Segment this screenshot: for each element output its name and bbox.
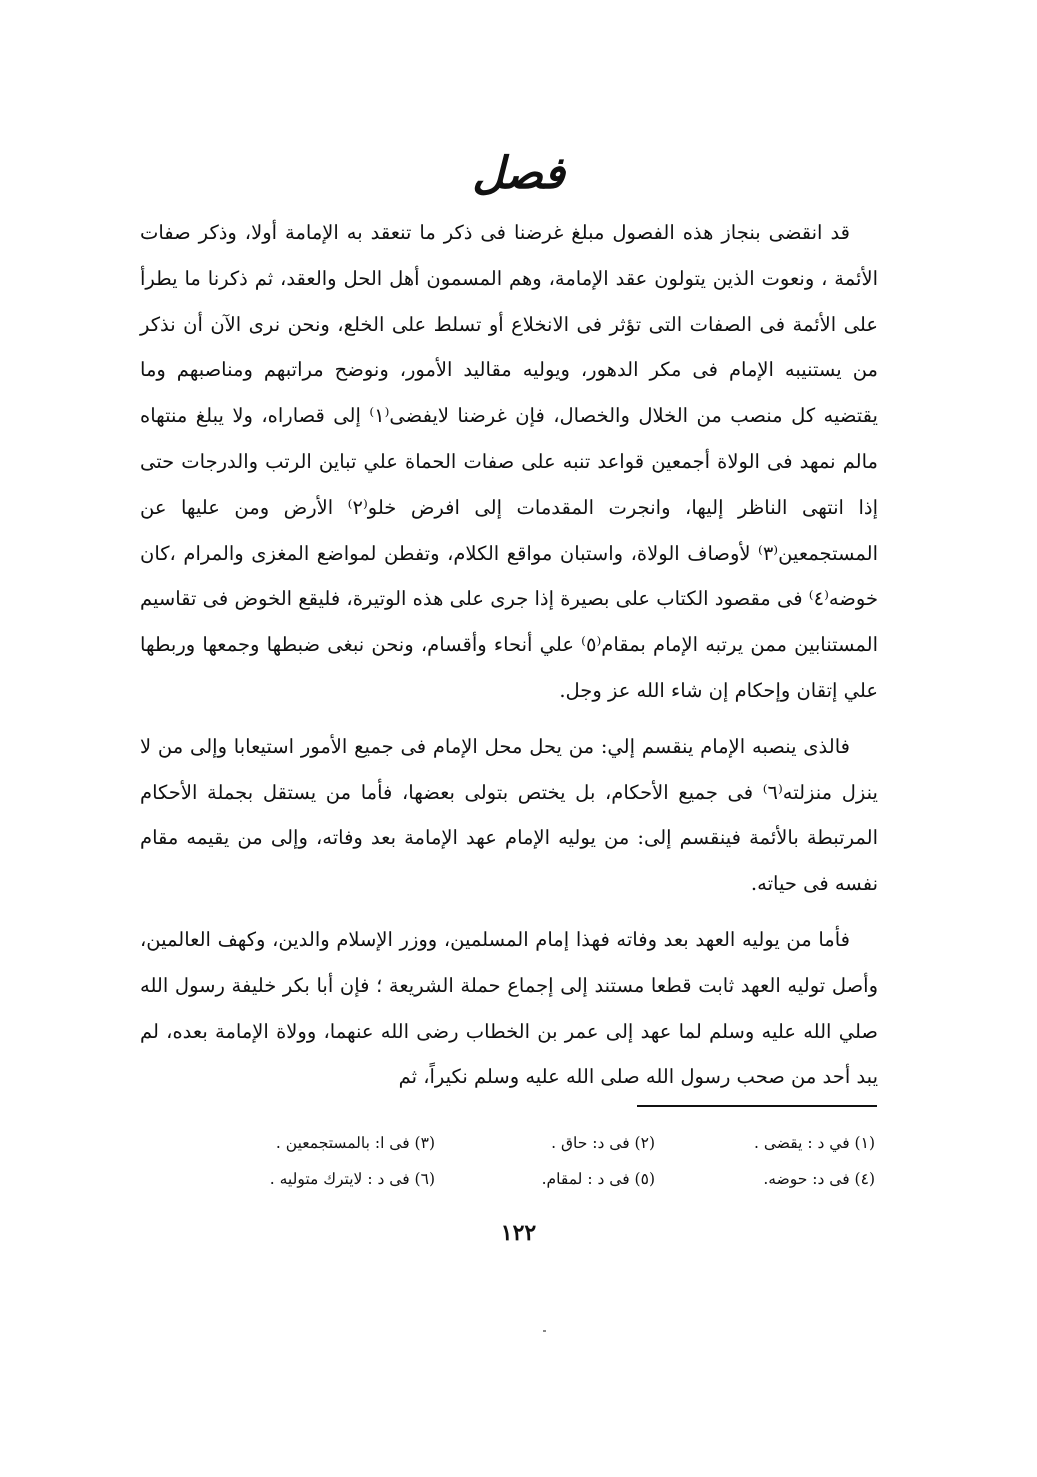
footnotes bbox=[215, 1130, 875, 1192]
footnote-6: (٦) فى د : لايترك متوليه . bbox=[269, 1170, 435, 1188]
footnote-2: (٢) فى د: حاق . bbox=[551, 1134, 655, 1152]
footnote-4: (٤) فى د: حوضه. bbox=[763, 1170, 875, 1188]
footnote-1: (١) في د : يقضى . bbox=[754, 1134, 875, 1152]
body-text bbox=[140, 210, 878, 1110]
paragraph-3: فأما من يوليه العهد بعد وفاته فهذا إمام المسلمين، ووزر الإسلام والدين، وكهف العالمين، وأصل توليه العهد ثابت قطعا مستند إلى إجماع حملة الشريعة ؛ فإن أبا بكر خليفة رسول الله صلي الله عليه وسلم لما عهد إلى عمر بن الخطاب رضى الله عنهما، وولاة الإمامة بعده، لم يبد أحد من صحب رسول الله صلى الله عليه وسلم نكيراً، ثم bbox=[140, 927, 878, 1089]
scan-speck bbox=[543, 1330, 546, 1332]
paragraph-1: قد انقضى بنجاز هذه الفصول مبلغ غرضنا فى ذكر ما تنعقد به الإمامة أولا، وذكر صفات الأئمة ، ونعوت الذين يتولون عقد الإمامة، وهم المسمون أهل الحل والعقد، ثم ذكرنا ما يطرأ على الأئمة فى الصفات التى تؤثر فى الانخلاع أو تسلط على الخلع، ونحن نرى الآن أن نذكر من يستنيبه الإمام فى مكر الدهور، ويوليه مقاليد الأمور، ونوضح مراتبهم ومناصبهم وما يقتضيه كل منصب من الخلال والخصال، فإن غرضنا لايفضى⁽١⁾ إلى قصاراه، ولا يبلغ منتهاه مالم نمهد فى الولاة أجمعين قواعد تنبه على صفات الحماة علي تباين الرتب والدرجات حتى إذا انتهى الناظر إليها، وانجرت المقدمات إلى افرض خلو⁽٢⁾ الأرض ومن عليها عن المستجمعين⁽٣⁾ لأوصاف الولاة، واستبان مواقع الكلام، وتفطن لمواضع المغزى والمرام ،كان خوضه⁽٤⁾ فى مقصود الكتاب على بصيرة إذا جرى على هذه الوتيرة، فليقع الخوض فى تقاسيم المستنابين ممن يرتبه الإمام بمقام⁽٥⁾ علي أنحاء وأقسام، ونحن نبغى ضبطها وجمعها وربطها علي إتقان وإحكام إن شاء الله عز وجل. bbox=[140, 221, 878, 702]
paragraph-2: فالذى ينصبه الإمام ينقسم إلي: من يحل محل الإمام فى جميع الأمور استيعابا وإلى من لا ينزل منزلته⁽٦⁾ فى جميع الأحكام، بل يختص بتولى بعضها، فأما من يستقل بجملة الأحكام المرتبطة بالأئمة فينقسم إلى: من يوليه الإمام عهد الإمامة بعد وفاته، وإلى من يقيمه مقام نفسه فى حياته. bbox=[140, 734, 878, 896]
chapter-title: فصل bbox=[472, 148, 565, 199]
footnote-3: (٣) فى ا: بالمستجمعين . bbox=[275, 1134, 435, 1152]
page-number: ١٢٢ bbox=[500, 1220, 537, 1246]
footnote-5: (٥) فى د : لمقام. bbox=[541, 1170, 655, 1188]
footnote-separator bbox=[637, 1105, 877, 1107]
